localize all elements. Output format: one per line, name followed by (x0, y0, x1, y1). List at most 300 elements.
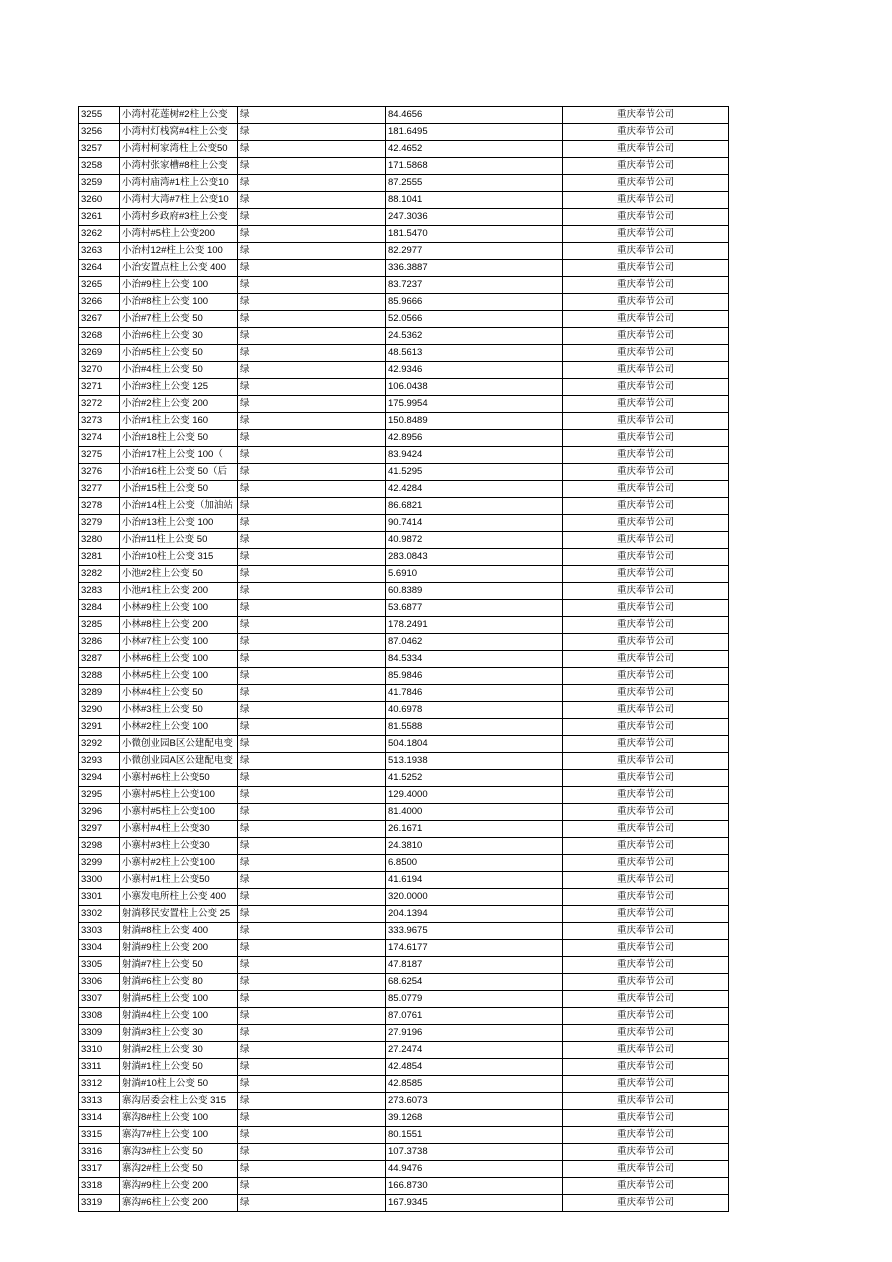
table-row (79, 158, 729, 175)
row-id: 3270 (79, 362, 120, 379)
row-id: 3303 (79, 923, 120, 940)
table-row (79, 396, 729, 413)
row-category: 绿 (238, 719, 386, 736)
table-row (79, 583, 729, 600)
row-id: 3317 (79, 1161, 120, 1178)
row-organization: 重庆奉节公司 (563, 753, 729, 770)
row-name: 小湾村灯栈窝#4柱上公变 (120, 124, 238, 141)
row-id: 3305 (79, 957, 120, 974)
row-value: 41.6194 (386, 872, 563, 889)
row-category: 绿 (238, 1195, 386, 1212)
row-id: 3293 (79, 753, 120, 770)
row-id: 3307 (79, 991, 120, 1008)
row-category: 绿 (238, 651, 386, 668)
row-name: 小湾村大湾#7柱上公变10 (120, 192, 238, 209)
row-organization: 重庆奉节公司 (563, 889, 729, 906)
row-organization: 重庆奉节公司 (563, 158, 729, 175)
row-value: 84.4656 (386, 107, 563, 124)
row-category: 绿 (238, 498, 386, 515)
row-category: 绿 (238, 226, 386, 243)
row-id: 3255 (79, 107, 120, 124)
row-name: 小林#6柱上公变 100 (120, 651, 238, 668)
table-row (79, 770, 729, 787)
row-organization: 重庆奉节公司 (563, 464, 729, 481)
row-organization: 重庆奉节公司 (563, 1127, 729, 1144)
row-organization: 重庆奉节公司 (563, 668, 729, 685)
row-organization: 重庆奉节公司 (563, 974, 729, 991)
row-id: 3279 (79, 515, 120, 532)
table-row (79, 821, 729, 838)
row-id: 3277 (79, 481, 120, 498)
row-organization: 重庆奉节公司 (563, 600, 729, 617)
row-value: 181.6495 (386, 124, 563, 141)
row-id: 3282 (79, 566, 120, 583)
row-name: 射淌#3柱上公变 30 (120, 1025, 238, 1042)
row-value: 171.5868 (386, 158, 563, 175)
row-value: 24.3810 (386, 838, 563, 855)
row-organization: 重庆奉节公司 (563, 1076, 729, 1093)
row-value: 42.4854 (386, 1059, 563, 1076)
row-category: 绿 (238, 447, 386, 464)
row-organization: 重庆奉节公司 (563, 379, 729, 396)
row-organization: 重庆奉节公司 (563, 736, 729, 753)
row-id: 3316 (79, 1144, 120, 1161)
row-id: 3269 (79, 345, 120, 362)
row-name: 小林#5柱上公变 100 (120, 668, 238, 685)
row-name: 射淌#8柱上公变 400 (120, 923, 238, 940)
row-name: 小寨发电所柱上公变 400 (120, 889, 238, 906)
table-row (79, 668, 729, 685)
row-value: 90.7414 (386, 515, 563, 532)
row-name: 小治#15柱上公变 50 (120, 481, 238, 498)
row-name: 小治#16柱上公变 50（后 (120, 464, 238, 481)
row-value: 60.8389 (386, 583, 563, 600)
row-id: 3257 (79, 141, 120, 158)
row-value: 40.6978 (386, 702, 563, 719)
row-organization: 重庆奉节公司 (563, 1178, 729, 1195)
row-id: 3314 (79, 1110, 120, 1127)
row-organization: 重庆奉节公司 (563, 447, 729, 464)
row-id: 3261 (79, 209, 120, 226)
row-name: 小治#17柱上公变 100（ (120, 447, 238, 464)
row-name: 寨沟#6柱上公变 200 (120, 1195, 238, 1212)
table-row (79, 328, 729, 345)
row-category: 绿 (238, 855, 386, 872)
table-row (79, 260, 729, 277)
row-value: 87.0761 (386, 1008, 563, 1025)
row-value: 41.5252 (386, 770, 563, 787)
row-category: 绿 (238, 1093, 386, 1110)
table-row (79, 702, 729, 719)
row-organization: 重庆奉节公司 (563, 141, 729, 158)
row-category: 绿 (238, 345, 386, 362)
table-row (79, 838, 729, 855)
row-value: 336.3887 (386, 260, 563, 277)
row-category: 绿 (238, 311, 386, 328)
row-category: 绿 (238, 957, 386, 974)
row-name: 小微创业园B区公建配电变 (120, 736, 238, 753)
row-name: 小治#4柱上公变 50 (120, 362, 238, 379)
table-row (79, 243, 729, 260)
row-id: 3266 (79, 294, 120, 311)
row-organization: 重庆奉节公司 (563, 940, 729, 957)
row-id: 3256 (79, 124, 120, 141)
row-organization: 重庆奉节公司 (563, 260, 729, 277)
row-organization: 重庆奉节公司 (563, 328, 729, 345)
row-name: 小林#9柱上公变 100 (120, 600, 238, 617)
row-id: 3295 (79, 787, 120, 804)
row-value: 273.6073 (386, 1093, 563, 1110)
row-organization: 重庆奉节公司 (563, 770, 729, 787)
row-name: 寨沟2#柱上公变 50 (120, 1161, 238, 1178)
table-row (79, 957, 729, 974)
row-organization: 重庆奉节公司 (563, 702, 729, 719)
row-category: 绿 (238, 413, 386, 430)
row-category: 绿 (238, 481, 386, 498)
row-organization: 重庆奉节公司 (563, 617, 729, 634)
row-value: 42.9346 (386, 362, 563, 379)
row-category: 绿 (238, 1161, 386, 1178)
table-row (79, 345, 729, 362)
row-organization: 重庆奉节公司 (563, 209, 729, 226)
row-category: 绿 (238, 175, 386, 192)
table-row (79, 124, 729, 141)
row-name: 小林#2柱上公变 100 (120, 719, 238, 736)
row-organization: 重庆奉节公司 (563, 192, 729, 209)
table-row (79, 685, 729, 702)
row-id: 3287 (79, 651, 120, 668)
row-organization: 重庆奉节公司 (563, 923, 729, 940)
row-name: 小治#5柱上公变 50 (120, 345, 238, 362)
row-organization: 重庆奉节公司 (563, 1195, 729, 1212)
row-name: 小林#7柱上公变 100 (120, 634, 238, 651)
row-value: 504.1804 (386, 736, 563, 753)
row-value: 175.9954 (386, 396, 563, 413)
table-row (79, 413, 729, 430)
row-category: 绿 (238, 124, 386, 141)
table-row (79, 787, 729, 804)
row-id: 3278 (79, 498, 120, 515)
row-category: 绿 (238, 1110, 386, 1127)
table-row (79, 430, 729, 447)
row-category: 绿 (238, 753, 386, 770)
row-category: 绿 (238, 940, 386, 957)
table-row (79, 940, 729, 957)
row-id: 3297 (79, 821, 120, 838)
row-name: 射淌#1柱上公变 50 (120, 1059, 238, 1076)
row-name: 小湾村柯家湾柱上公变50 (120, 141, 238, 158)
row-value: 83.7237 (386, 277, 563, 294)
row-id: 3274 (79, 430, 120, 447)
row-value: 320.0000 (386, 889, 563, 906)
table-row (79, 549, 729, 566)
row-id: 3286 (79, 634, 120, 651)
row-value: 40.9872 (386, 532, 563, 549)
row-name: 小林#8柱上公变 200 (120, 617, 238, 634)
row-name: 射淌#4柱上公变 100 (120, 1008, 238, 1025)
row-name: 小寨村#5柱上公变100 (120, 804, 238, 821)
row-value: 6.8500 (386, 855, 563, 872)
row-value: 106.0438 (386, 379, 563, 396)
table-row (79, 923, 729, 940)
row-name: 射淌#2柱上公变 30 (120, 1042, 238, 1059)
row-category: 绿 (238, 736, 386, 753)
row-id: 3262 (79, 226, 120, 243)
row-name: 小治#11柱上公变 50 (120, 532, 238, 549)
row-name: 寨沟#9柱上公变 200 (120, 1178, 238, 1195)
table-row (79, 1161, 729, 1178)
table-row (79, 1127, 729, 1144)
row-category: 绿 (238, 192, 386, 209)
row-value: 42.4284 (386, 481, 563, 498)
row-id: 3265 (79, 277, 120, 294)
row-name: 小治#10柱上公变 315 (120, 549, 238, 566)
table-body (79, 107, 729, 1212)
row-category: 绿 (238, 634, 386, 651)
row-organization: 重庆奉节公司 (563, 294, 729, 311)
row-name: 小微创业园A区公建配电变 (120, 753, 238, 770)
row-id: 3280 (79, 532, 120, 549)
row-category: 绿 (238, 583, 386, 600)
row-value: 333.9675 (386, 923, 563, 940)
table-row (79, 175, 729, 192)
row-id: 3315 (79, 1127, 120, 1144)
row-name: 射淌移民安置柱上公变 25 (120, 906, 238, 923)
row-organization: 重庆奉节公司 (563, 515, 729, 532)
row-category: 绿 (238, 1008, 386, 1025)
row-category: 绿 (238, 158, 386, 175)
row-name: 小治#14柱上公变（加油站 (120, 498, 238, 515)
row-category: 绿 (238, 804, 386, 821)
row-category: 绿 (238, 838, 386, 855)
data-table (78, 106, 729, 1212)
row-category: 绿 (238, 600, 386, 617)
row-name: 小治#18柱上公变 50 (120, 430, 238, 447)
row-category: 绿 (238, 1127, 386, 1144)
row-value: 150.8489 (386, 413, 563, 430)
table-row (79, 804, 729, 821)
row-category: 绿 (238, 379, 386, 396)
row-name: 小湾村张家槽#8柱上公变 (120, 158, 238, 175)
row-name: 小寨村#2柱上公变100 (120, 855, 238, 872)
row-organization: 重庆奉节公司 (563, 396, 729, 413)
table-row (79, 277, 729, 294)
row-organization: 重庆奉节公司 (563, 651, 729, 668)
row-name: 小治#3柱上公变 125 (120, 379, 238, 396)
row-category: 绿 (238, 923, 386, 940)
row-value: 39.1268 (386, 1110, 563, 1127)
row-category: 绿 (238, 1042, 386, 1059)
row-id: 3289 (79, 685, 120, 702)
table-row (79, 141, 729, 158)
row-value: 85.9846 (386, 668, 563, 685)
row-value: 204.1394 (386, 906, 563, 923)
row-organization: 重庆奉节公司 (563, 991, 729, 1008)
row-value: 41.7846 (386, 685, 563, 702)
row-id: 3294 (79, 770, 120, 787)
row-category: 绿 (238, 1144, 386, 1161)
row-value: 107.3738 (386, 1144, 563, 1161)
row-organization: 重庆奉节公司 (563, 1161, 729, 1178)
row-category: 绿 (238, 906, 386, 923)
row-name: 小寨村#6柱上公变50 (120, 770, 238, 787)
row-category: 绿 (238, 1025, 386, 1042)
row-name: 小治村12#柱上公变 100 (120, 243, 238, 260)
table-row (79, 889, 729, 906)
table-row (79, 1110, 729, 1127)
table-row (79, 1178, 729, 1195)
row-organization: 重庆奉节公司 (563, 175, 729, 192)
row-name: 小湾村花莲树#2柱上公变 (120, 107, 238, 124)
row-category: 绿 (238, 889, 386, 906)
row-id: 3304 (79, 940, 120, 957)
row-value: 84.5334 (386, 651, 563, 668)
row-id: 3298 (79, 838, 120, 855)
row-category: 绿 (238, 532, 386, 549)
row-value: 5.6910 (386, 566, 563, 583)
table-row (79, 1076, 729, 1093)
row-category: 绿 (238, 515, 386, 532)
row-value: 42.8956 (386, 430, 563, 447)
row-category: 绿 (238, 821, 386, 838)
row-category: 绿 (238, 1059, 386, 1076)
table-row (79, 447, 729, 464)
table-row (79, 311, 729, 328)
table-row (79, 362, 729, 379)
table-row (79, 1025, 729, 1042)
row-organization: 重庆奉节公司 (563, 634, 729, 651)
row-organization: 重庆奉节公司 (563, 906, 729, 923)
row-id: 3301 (79, 889, 120, 906)
row-organization: 重庆奉节公司 (563, 226, 729, 243)
table-row (79, 872, 729, 889)
row-category: 绿 (238, 566, 386, 583)
row-name: 小林#3柱上公变 50 (120, 702, 238, 719)
row-id: 3299 (79, 855, 120, 872)
row-organization: 重庆奉节公司 (563, 124, 729, 141)
row-organization: 重庆奉节公司 (563, 872, 729, 889)
table-row (79, 464, 729, 481)
row-organization: 重庆奉节公司 (563, 1059, 729, 1076)
row-id: 3283 (79, 583, 120, 600)
row-category: 绿 (238, 107, 386, 124)
row-id: 3268 (79, 328, 120, 345)
row-id: 3272 (79, 396, 120, 413)
row-id: 3264 (79, 260, 120, 277)
row-value: 83.9424 (386, 447, 563, 464)
row-name: 小治#2柱上公变 200 (120, 396, 238, 413)
table-row (79, 974, 729, 991)
row-value: 41.5295 (386, 464, 563, 481)
row-value: 247.3036 (386, 209, 563, 226)
row-organization: 重庆奉节公司 (563, 957, 729, 974)
row-name: 小治#13柱上公变 100 (120, 515, 238, 532)
row-name: 射淌#6柱上公变 80 (120, 974, 238, 991)
row-category: 绿 (238, 668, 386, 685)
row-organization: 重庆奉节公司 (563, 685, 729, 702)
row-category: 绿 (238, 430, 386, 447)
row-category: 绿 (238, 787, 386, 804)
row-category: 绿 (238, 243, 386, 260)
row-value: 42.4652 (386, 141, 563, 158)
row-name: 小湾村乡政府#3柱上公变 (120, 209, 238, 226)
row-id: 3312 (79, 1076, 120, 1093)
table-row (79, 719, 729, 736)
row-name: 小治#9柱上公变 100 (120, 277, 238, 294)
row-value: 283.0843 (386, 549, 563, 566)
row-organization: 重庆奉节公司 (563, 787, 729, 804)
row-value: 24.5362 (386, 328, 563, 345)
row-name: 射淌#5柱上公变 100 (120, 991, 238, 1008)
row-organization: 重庆奉节公司 (563, 107, 729, 124)
row-id: 3308 (79, 1008, 120, 1025)
row-id: 3285 (79, 617, 120, 634)
row-value: 52.0566 (386, 311, 563, 328)
row-category: 绿 (238, 1076, 386, 1093)
row-value: 26.1671 (386, 821, 563, 838)
row-organization: 重庆奉节公司 (563, 583, 729, 600)
row-organization: 重庆奉节公司 (563, 243, 729, 260)
row-value: 85.0779 (386, 991, 563, 1008)
row-id: 3290 (79, 702, 120, 719)
row-organization: 重庆奉节公司 (563, 362, 729, 379)
row-organization: 重庆奉节公司 (563, 821, 729, 838)
row-value: 27.2474 (386, 1042, 563, 1059)
table-row (79, 634, 729, 651)
row-name: 小寨村#1柱上公变50 (120, 872, 238, 889)
row-id: 3302 (79, 906, 120, 923)
table-row (79, 481, 729, 498)
row-organization: 重庆奉节公司 (563, 413, 729, 430)
row-value: 68.6254 (386, 974, 563, 991)
row-id: 3271 (79, 379, 120, 396)
row-organization: 重庆奉节公司 (563, 566, 729, 583)
row-name: 射淌#10柱上公变 50 (120, 1076, 238, 1093)
row-category: 绿 (238, 770, 386, 787)
data-table-container (78, 106, 728, 1212)
table-row (79, 379, 729, 396)
row-id: 3275 (79, 447, 120, 464)
row-id: 3309 (79, 1025, 120, 1042)
row-organization: 重庆奉节公司 (563, 532, 729, 549)
row-category: 绿 (238, 362, 386, 379)
row-name: 小治#6柱上公变 30 (120, 328, 238, 345)
table-row (79, 294, 729, 311)
row-category: 绿 (238, 702, 386, 719)
row-id: 3318 (79, 1178, 120, 1195)
row-id: 3311 (79, 1059, 120, 1076)
row-name: 寨沟居委会柱上公变 315 (120, 1093, 238, 1110)
row-value: 81.5588 (386, 719, 563, 736)
row-name: 小林#4柱上公变 50 (120, 685, 238, 702)
row-category: 绿 (238, 277, 386, 294)
row-value: 85.9666 (386, 294, 563, 311)
table-row (79, 1093, 729, 1110)
row-value: 86.6821 (386, 498, 563, 515)
row-value: 27.9196 (386, 1025, 563, 1042)
row-organization: 重庆奉节公司 (563, 481, 729, 498)
row-id: 3267 (79, 311, 120, 328)
row-organization: 重庆奉节公司 (563, 719, 729, 736)
table-row (79, 515, 729, 532)
table-row (79, 226, 729, 243)
row-name: 小寨村#5柱上公变100 (120, 787, 238, 804)
table-row (79, 566, 729, 583)
table-row (79, 1059, 729, 1076)
row-organization: 重庆奉节公司 (563, 345, 729, 362)
table-row (79, 600, 729, 617)
row-value: 167.9345 (386, 1195, 563, 1212)
